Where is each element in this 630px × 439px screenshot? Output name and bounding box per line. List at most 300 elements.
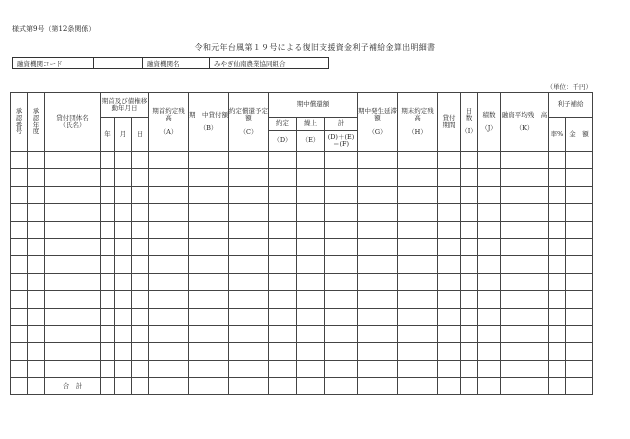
table-cell[interactable] — [297, 325, 325, 342]
period-repayment-header: 期中償還額 — [269, 93, 358, 118]
table-cell[interactable] — [149, 360, 189, 377]
table-cell[interactable] — [189, 169, 229, 186]
table-cell[interactable] — [229, 152, 269, 169]
transfer-date-header: 期首及び債権移動年月日 — [101, 93, 149, 118]
table-cell[interactable] — [269, 238, 297, 255]
institution-name-field[interactable]: みやぎ仙南農業協同組合 — [210, 58, 329, 69]
table-row — [11, 221, 593, 238]
table-cell[interactable] — [132, 169, 149, 186]
table-cell[interactable] — [149, 291, 189, 308]
table-cell[interactable] — [478, 273, 501, 290]
table-cell[interactable] — [478, 238, 501, 255]
table-cell[interactable] — [28, 343, 45, 360]
table-cell[interactable] — [297, 273, 325, 290]
table-cell[interactable] — [325, 221, 358, 238]
table-cell[interactable] — [132, 221, 149, 238]
total-cell[interactable] — [358, 378, 398, 395]
table-cell[interactable] — [566, 360, 593, 377]
table-cell[interactable] — [45, 291, 101, 308]
table-cell[interactable] — [461, 238, 478, 255]
table-cell[interactable] — [501, 308, 549, 325]
table-cell[interactable] — [566, 221, 593, 238]
table-cell[interactable] — [566, 238, 593, 255]
table-cell[interactable] — [461, 204, 478, 221]
total-cell[interactable] — [132, 378, 149, 395]
table-cell[interactable] — [101, 221, 115, 238]
table-cell[interactable] — [11, 152, 28, 169]
table-cell[interactable] — [478, 291, 501, 308]
table-cell[interactable] — [501, 238, 549, 255]
table-cell[interactable] — [115, 308, 132, 325]
table-cell[interactable] — [269, 343, 297, 360]
amount-header: 金 額 — [566, 118, 593, 152]
table-cell[interactable] — [501, 343, 549, 360]
table-cell[interactable] — [501, 256, 549, 273]
table-cell[interactable] — [438, 360, 461, 377]
total-cell[interactable] — [398, 378, 438, 395]
table-cell[interactable] — [28, 291, 45, 308]
table-cell[interactable] — [101, 152, 115, 169]
institution-code-field[interactable] — [94, 58, 143, 69]
table-cell[interactable] — [501, 204, 549, 221]
total-cell[interactable] — [478, 378, 501, 395]
table-cell[interactable] — [325, 325, 358, 342]
table-cell[interactable] — [358, 325, 398, 342]
table-cell[interactable] — [461, 169, 478, 186]
table-cell[interactable] — [189, 221, 229, 238]
table-cell[interactable] — [398, 169, 438, 186]
table-cell[interactable] — [28, 169, 45, 186]
table-cell[interactable] — [501, 291, 549, 308]
table-cell[interactable] — [297, 169, 325, 186]
table-cell[interactable] — [149, 238, 189, 255]
table-cell[interactable] — [438, 169, 461, 186]
table-cell[interactable] — [115, 238, 132, 255]
table-cell[interactable] — [115, 360, 132, 377]
table-cell[interactable] — [501, 186, 549, 203]
table-cell[interactable] — [461, 221, 478, 238]
table-cell[interactable] — [28, 204, 45, 221]
table-cell[interactable] — [269, 273, 297, 290]
table-cell[interactable] — [478, 325, 501, 342]
scheduled-repayment-header: 約定償還予定額 （C） — [229, 93, 269, 152]
table-cell[interactable] — [566, 256, 593, 273]
table-cell[interactable] — [398, 291, 438, 308]
table-cell[interactable] — [549, 308, 566, 325]
table-cell[interactable] — [101, 360, 115, 377]
table-cell[interactable] — [11, 204, 28, 221]
table-cell[interactable] — [132, 325, 149, 342]
table-cell[interactable] — [229, 291, 269, 308]
total-cell[interactable] — [101, 378, 115, 395]
data-rows — [11, 152, 593, 378]
table-cell[interactable] — [45, 186, 101, 203]
table-cell[interactable] — [549, 238, 566, 255]
table-cell[interactable] — [358, 256, 398, 273]
table-cell[interactable] — [297, 221, 325, 238]
table-cell[interactable] — [189, 360, 229, 377]
table-cell[interactable] — [45, 204, 101, 221]
table-cell[interactable] — [398, 308, 438, 325]
table-cell[interactable] — [478, 256, 501, 273]
table-cell[interactable] — [549, 291, 566, 308]
table-cell[interactable] — [101, 186, 115, 203]
early-code: （E） — [297, 131, 325, 152]
table-cell[interactable] — [549, 152, 566, 169]
table-cell[interactable] — [358, 221, 398, 238]
table-cell[interactable] — [461, 291, 478, 308]
table-cell[interactable] — [478, 308, 501, 325]
table-cell[interactable] — [45, 273, 101, 290]
table-cell[interactable] — [189, 325, 229, 342]
table-cell[interactable] — [229, 204, 269, 221]
table-cell[interactable] — [398, 343, 438, 360]
table-cell[interactable] — [566, 186, 593, 203]
table-cell[interactable] — [549, 343, 566, 360]
total-cell[interactable] — [229, 378, 269, 395]
table-cell[interactable] — [149, 186, 189, 203]
table-cell[interactable] — [11, 308, 28, 325]
table-cell[interactable] — [45, 221, 101, 238]
table-cell[interactable] — [189, 291, 229, 308]
table-cell[interactable] — [149, 343, 189, 360]
total-cell[interactable] — [566, 378, 593, 395]
table-cell[interactable] — [358, 291, 398, 308]
table-cell[interactable] — [398, 186, 438, 203]
table-cell[interactable] — [189, 273, 229, 290]
table-cell[interactable] — [438, 204, 461, 221]
table-cell[interactable] — [115, 204, 132, 221]
table-cell[interactable] — [478, 221, 501, 238]
table-cell[interactable] — [478, 343, 501, 360]
table-cell[interactable] — [132, 343, 149, 360]
table-cell[interactable] — [461, 186, 478, 203]
table-cell[interactable] — [269, 169, 297, 186]
table-cell[interactable] — [115, 273, 132, 290]
table-cell[interactable] — [297, 291, 325, 308]
table-cell[interactable] — [478, 186, 501, 203]
total-cell[interactable] — [461, 378, 478, 395]
table-cell[interactable] — [438, 308, 461, 325]
table-cell[interactable] — [229, 325, 269, 342]
table-cell[interactable] — [269, 204, 297, 221]
table-cell[interactable] — [189, 256, 229, 273]
table-cell[interactable] — [149, 308, 189, 325]
table-cell[interactable] — [45, 360, 101, 377]
table-cell[interactable] — [501, 360, 549, 377]
table-cell[interactable] — [229, 360, 269, 377]
total-cell[interactable] — [501, 378, 549, 395]
table-cell[interactable] — [115, 152, 132, 169]
table-cell[interactable] — [358, 238, 398, 255]
table-cell[interactable] — [229, 238, 269, 255]
table-cell[interactable] — [398, 360, 438, 377]
borrower-name-header: 貸付団体名 （氏名） — [45, 93, 101, 152]
table-cell[interactable] — [115, 325, 132, 342]
table-cell[interactable] — [461, 325, 478, 342]
table-cell[interactable] — [269, 360, 297, 377]
table-cell[interactable] — [132, 152, 149, 169]
total-cell[interactable] — [325, 378, 358, 395]
table-cell[interactable] — [132, 360, 149, 377]
table-cell[interactable] — [325, 256, 358, 273]
table-cell[interactable] — [549, 204, 566, 221]
table-cell[interactable] — [325, 238, 358, 255]
table-cell[interactable] — [115, 256, 132, 273]
table-cell[interactable] — [28, 325, 45, 342]
table-cell[interactable] — [358, 186, 398, 203]
table-cell[interactable] — [11, 325, 28, 342]
table-cell[interactable] — [297, 256, 325, 273]
table-cell[interactable] — [501, 221, 549, 238]
table-cell[interactable] — [566, 308, 593, 325]
table-cell[interactable] — [132, 291, 149, 308]
table-cell[interactable] — [11, 273, 28, 290]
table-cell[interactable] — [101, 256, 115, 273]
table-cell[interactable] — [325, 291, 358, 308]
table-cell[interactable] — [115, 186, 132, 203]
table-cell[interactable] — [28, 152, 45, 169]
period-lending-header: 期 中貸付額 （B） — [189, 93, 229, 152]
table-cell[interactable] — [229, 273, 269, 290]
table-cell[interactable] — [297, 360, 325, 377]
table-cell[interactable] — [132, 273, 149, 290]
table-cell[interactable] — [297, 152, 325, 169]
table-cell[interactable] — [566, 273, 593, 290]
table-cell[interactable] — [101, 204, 115, 221]
table-cell[interactable] — [28, 308, 45, 325]
table-cell[interactable] — [438, 186, 461, 203]
table-cell[interactable] — [438, 325, 461, 342]
table-cell[interactable] — [189, 152, 229, 169]
table-cell[interactable] — [358, 308, 398, 325]
table-cell[interactable] — [325, 360, 358, 377]
total-formula: (D)＋(E)＝(F) — [325, 131, 358, 152]
table-cell[interactable] — [325, 273, 358, 290]
table-cell[interactable] — [132, 256, 149, 273]
total-cell[interactable] — [149, 378, 189, 395]
table-cell[interactable] — [297, 343, 325, 360]
table-cell[interactable] — [229, 343, 269, 360]
table-cell[interactable] — [549, 221, 566, 238]
table-cell[interactable] — [45, 256, 101, 273]
table-cell[interactable] — [45, 325, 101, 342]
table-cell[interactable] — [28, 238, 45, 255]
table-cell[interactable] — [11, 169, 28, 186]
table-cell[interactable] — [566, 152, 593, 169]
table-cell[interactable] — [358, 360, 398, 377]
total-cell — [11, 378, 28, 395]
table-cell[interactable] — [325, 204, 358, 221]
table-cell[interactable] — [501, 152, 549, 169]
table-cell[interactable] — [11, 343, 28, 360]
table-cell[interactable] — [269, 256, 297, 273]
table-cell[interactable] — [297, 204, 325, 221]
table-cell[interactable] — [132, 308, 149, 325]
table-cell[interactable] — [45, 238, 101, 255]
table-cell[interactable] — [269, 291, 297, 308]
total-cell[interactable] — [115, 378, 132, 395]
table-cell[interactable] — [28, 360, 45, 377]
table-cell[interactable] — [549, 325, 566, 342]
table-cell[interactable] — [11, 238, 28, 255]
table-cell[interactable] — [189, 204, 229, 221]
table-cell[interactable] — [229, 221, 269, 238]
table-cell[interactable] — [549, 360, 566, 377]
total-cell[interactable] — [438, 378, 461, 395]
table-cell[interactable] — [549, 186, 566, 203]
table-cell[interactable] — [398, 221, 438, 238]
table-cell[interactable] — [438, 256, 461, 273]
table-cell[interactable] — [101, 308, 115, 325]
table-cell[interactable] — [149, 169, 189, 186]
table-cell[interactable] — [45, 308, 101, 325]
day-header: 日 — [132, 118, 149, 152]
table-cell[interactable] — [398, 204, 438, 221]
table-cell[interactable] — [269, 325, 297, 342]
table-cell[interactable] — [461, 343, 478, 360]
table-cell[interactable] — [149, 152, 189, 169]
table-cell[interactable] — [461, 308, 478, 325]
table-cell[interactable] — [45, 343, 101, 360]
table-cell[interactable] — [358, 204, 398, 221]
table-cell[interactable] — [438, 343, 461, 360]
table-cell[interactable] — [269, 221, 297, 238]
table-cell[interactable] — [101, 291, 115, 308]
total-cell[interactable] — [549, 378, 566, 395]
table-cell[interactable] — [297, 186, 325, 203]
table-cell[interactable] — [28, 186, 45, 203]
total-cell[interactable] — [297, 378, 325, 395]
table-cell[interactable] — [229, 186, 269, 203]
table-cell[interactable] — [297, 238, 325, 255]
total-cell[interactable] — [189, 378, 229, 395]
table-cell[interactable] — [189, 186, 229, 203]
table-cell[interactable] — [398, 152, 438, 169]
table-cell[interactable] — [478, 204, 501, 221]
table-cell[interactable] — [501, 169, 549, 186]
table-cell[interactable] — [269, 186, 297, 203]
table-cell[interactable] — [501, 325, 549, 342]
table-cell[interactable] — [478, 169, 501, 186]
table-cell[interactable] — [11, 221, 28, 238]
table-cell[interactable] — [549, 273, 566, 290]
table-cell[interactable] — [115, 169, 132, 186]
table-cell[interactable] — [566, 343, 593, 360]
table-cell[interactable] — [297, 308, 325, 325]
table-cell[interactable] — [189, 343, 229, 360]
table-cell[interactable] — [566, 291, 593, 308]
table-cell[interactable] — [132, 186, 149, 203]
table-cell[interactable] — [189, 308, 229, 325]
table-cell[interactable] — [28, 221, 45, 238]
table-row — [11, 343, 593, 360]
table-cell[interactable] — [28, 256, 45, 273]
table-cell[interactable] — [566, 169, 593, 186]
table-cell[interactable] — [132, 238, 149, 255]
table-cell[interactable] — [566, 204, 593, 221]
table-cell[interactable] — [45, 169, 101, 186]
table-cell[interactable] — [229, 169, 269, 186]
table-cell[interactable] — [132, 204, 149, 221]
table-cell[interactable] — [478, 152, 501, 169]
table-cell[interactable] — [325, 308, 358, 325]
table-cell[interactable] — [101, 343, 115, 360]
table-cell[interactable] — [189, 238, 229, 255]
table-cell[interactable] — [438, 273, 461, 290]
table-cell[interactable] — [269, 308, 297, 325]
table-cell[interactable] — [461, 273, 478, 290]
table-cell[interactable] — [358, 152, 398, 169]
table-row — [11, 325, 593, 342]
table-cell[interactable] — [358, 273, 398, 290]
unit-note: （単位：千円） — [546, 83, 592, 91]
table-cell[interactable] — [358, 169, 398, 186]
table-cell[interactable] — [438, 238, 461, 255]
table-cell[interactable] — [398, 256, 438, 273]
table-cell[interactable] — [229, 256, 269, 273]
table-cell[interactable] — [149, 325, 189, 342]
table-cell[interactable] — [438, 152, 461, 169]
table-cell[interactable] — [101, 273, 115, 290]
table-cell[interactable] — [398, 325, 438, 342]
product-header: 積数 （J） — [478, 93, 501, 152]
table-row — [11, 204, 593, 221]
approval-year-header: 承認年度 — [28, 93, 45, 152]
table-cell[interactable] — [549, 169, 566, 186]
table-cell[interactable] — [149, 221, 189, 238]
table-cell[interactable] — [566, 325, 593, 342]
table-cell[interactable] — [115, 221, 132, 238]
table-cell[interactable] — [461, 360, 478, 377]
table-cell[interactable] — [325, 152, 358, 169]
table-cell[interactable] — [398, 238, 438, 255]
table-cell[interactable] — [325, 186, 358, 203]
table-cell[interactable] — [549, 256, 566, 273]
table-cell[interactable] — [478, 360, 501, 377]
table-cell[interactable] — [45, 152, 101, 169]
table-cell[interactable] — [438, 221, 461, 238]
table-cell[interactable] — [398, 273, 438, 290]
table-cell[interactable] — [149, 273, 189, 290]
table-cell[interactable] — [325, 343, 358, 360]
total-cell[interactable] — [269, 378, 297, 395]
table-cell[interactable] — [11, 256, 28, 273]
table-cell[interactable] — [358, 343, 398, 360]
form-number: 様式第9号（第12条関係） — [12, 25, 96, 33]
table-cell[interactable] — [149, 204, 189, 221]
table-cell[interactable] — [11, 291, 28, 308]
table-cell[interactable] — [28, 273, 45, 290]
table-cell[interactable] — [438, 291, 461, 308]
table-cell[interactable] — [461, 256, 478, 273]
table-cell[interactable] — [101, 169, 115, 186]
table-cell[interactable] — [325, 169, 358, 186]
table-cell[interactable] — [115, 291, 132, 308]
table-cell[interactable] — [115, 343, 132, 360]
table-cell[interactable] — [149, 256, 189, 273]
table-cell[interactable] — [269, 152, 297, 169]
table-cell[interactable] — [229, 308, 269, 325]
table-cell[interactable] — [101, 238, 115, 255]
table-cell[interactable] — [101, 325, 115, 342]
table-cell[interactable] — [461, 152, 478, 169]
arrears-header: 期中発生延滞額 （G） — [358, 93, 398, 152]
table-cell[interactable] — [11, 186, 28, 203]
table-cell[interactable] — [11, 360, 28, 377]
table-cell[interactable] — [501, 273, 549, 290]
table-row — [11, 308, 593, 325]
